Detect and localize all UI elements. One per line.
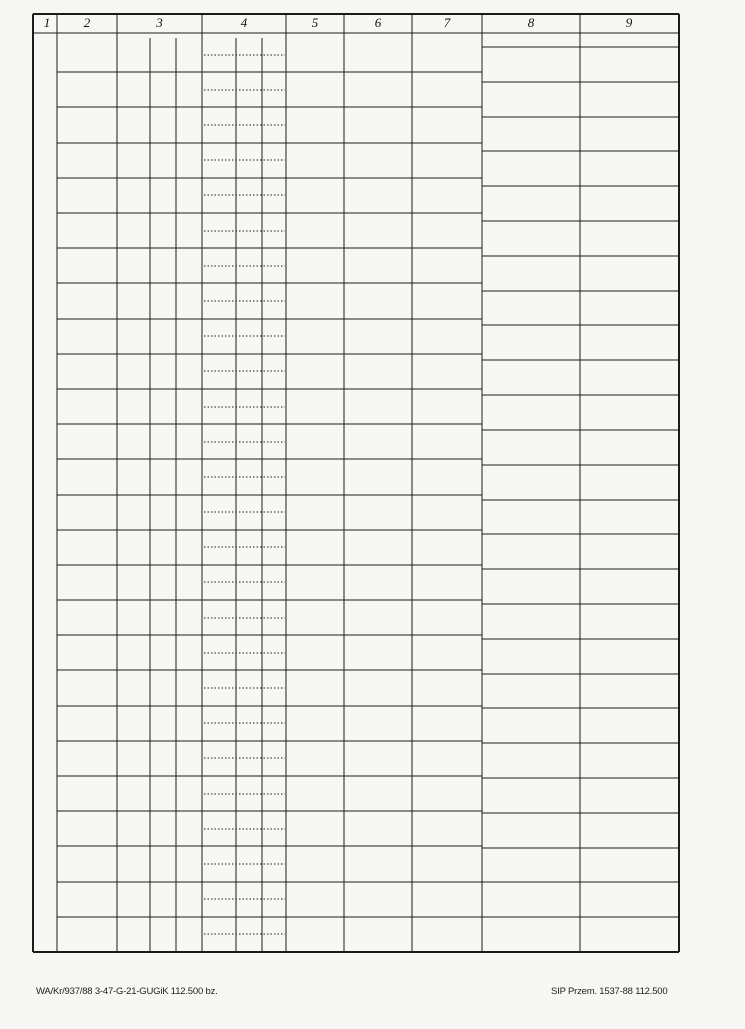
column-header-6: 6 <box>374 15 382 30</box>
column-header-9: 9 <box>625 15 633 30</box>
column-header-2: 2 <box>83 15 91 30</box>
column-header-7: 7 <box>443 15 451 30</box>
footer-print-code-right: SIP Przem. 1537-88 112.500 <box>551 986 668 997</box>
column-header-5: 5 <box>311 15 319 30</box>
column-header-1: 1 <box>43 15 51 30</box>
footer-print-code-left: WA/Kr/937/88 3-47-G-21-GUGiK 112.500 bz. <box>36 986 218 997</box>
column-header-8: 8 <box>527 15 535 30</box>
column-header-4: 4 <box>240 15 248 30</box>
column-header-3: 3 <box>156 15 163 30</box>
